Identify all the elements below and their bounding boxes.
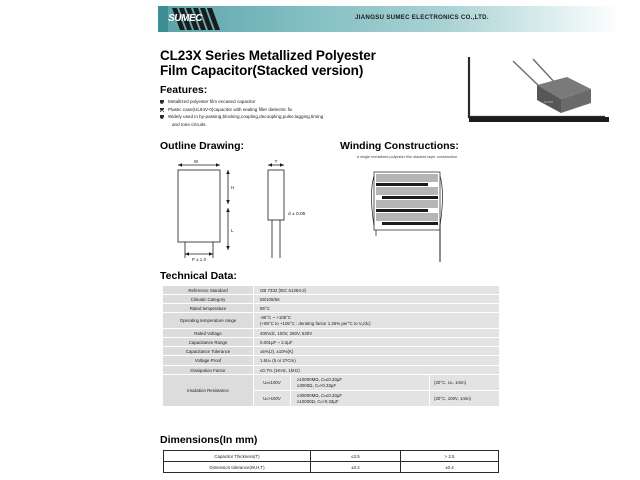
list-item	[160, 114, 460, 121]
row-value: ≤0.7% (1KHz, 1kHz)	[254, 366, 500, 375]
feature-text: Plastic case(UL94V-0)capacitor with sealing filler dielectric fix	[168, 106, 293, 112]
winding-construction-diagram	[340, 158, 515, 263]
row-value-line1: -55°C ~ +105°C	[260, 314, 292, 320]
dimensions-heading: Dimensions(In mm)	[160, 434, 258, 446]
row-value: GB 7332 (IEC 61384-2)	[254, 286, 500, 295]
winding-constructions-heading: Winding Constructions:	[340, 140, 459, 152]
row-value-line1: ≥10000MΩ, Cₙ≤0.33μF	[297, 376, 343, 382]
test-condition: (20°C, Uₙ, 1min)	[430, 375, 500, 391]
table-row	[163, 286, 499, 295]
list-item	[160, 107, 460, 114]
row-value: 85°C	[254, 304, 500, 313]
page-title	[160, 48, 460, 78]
check-bullet-icon	[160, 108, 164, 112]
company-name: JIANGSU SUMEC ELECTRONICS CO.,LTD.	[355, 14, 489, 21]
table-row-insulation	[163, 375, 499, 391]
row-value: 55/105/56	[254, 295, 500, 304]
row-label: Reference Standard	[163, 286, 254, 295]
table-row	[164, 462, 499, 473]
outline-label-l: L	[231, 229, 234, 234]
insulation-sub-label: Uₙ>100V	[254, 391, 291, 407]
check-bullet-icon	[160, 115, 164, 119]
outline-label-lead: d ± 0.05	[288, 212, 306, 217]
test-condition: (20°C, 100V, 1min)	[430, 391, 500, 407]
row-label: Voltage Proof	[163, 356, 254, 366]
logo-wordmark: SUMEC	[168, 13, 203, 24]
title-block	[160, 48, 460, 128]
technical-data-table	[163, 286, 499, 407]
row-value-line2: (+85°C to +105°C : derating factor 1.25% per°C to Vₒ/dc)	[260, 320, 371, 326]
technical-data-heading: Technical Data:	[160, 270, 237, 282]
row-value: 400Vdc, 100V, 250V, 630V	[254, 329, 500, 338]
svg-text:CL23X: CL23X	[544, 100, 554, 104]
features-heading: Features:	[160, 84, 208, 96]
row-label: Capacitance Tolerance	[163, 347, 254, 356]
list-item	[160, 99, 460, 106]
feature-continuation: and tone circuits.	[172, 121, 207, 127]
winding-note: a single metallized polyester film stacked layer construction	[357, 155, 458, 159]
table-row	[163, 338, 499, 347]
row-label: Rated temperature	[163, 304, 254, 313]
row-value-col2: ±0.4	[401, 462, 499, 473]
row-label: Dimension tolerance(W,H,T)	[164, 462, 311, 473]
capacitor-product-photo	[455, 55, 625, 135]
outline-drawing	[160, 158, 335, 263]
row-value-line1: ≥30000MΩ, Cₙ≤0.33μF	[297, 392, 343, 398]
row-label: Operating temperature range	[163, 313, 254, 329]
row-value: 1.6Uₙ (5 or 2?Cm)	[254, 356, 500, 366]
row-label: Climatic Category	[163, 295, 254, 304]
row-value	[254, 313, 500, 329]
row-label: Capacitor Thickness(T)	[164, 451, 311, 462]
row-value-line2: ≥3000Ω, Cₙ>0.33μF	[297, 382, 337, 388]
table-row	[163, 329, 499, 338]
table-row	[163, 313, 499, 329]
row-value-col2: > 2.5	[401, 451, 499, 462]
feature-text: Metallized polyester film encased capacitor	[168, 99, 256, 104]
feature-text: Widely used in by-passing,blocking,coupling,decoupling,pulse,lagging,timing	[168, 114, 324, 120]
page-header	[0, 0, 640, 38]
row-value: 0.001μF ~ 2.2μF	[254, 338, 500, 347]
table-row	[163, 356, 499, 366]
table-row	[163, 304, 499, 313]
features-list	[160, 99, 460, 121]
outline-label-pitch: P ± 1.0	[191, 257, 207, 262]
outline-label-w: W	[193, 159, 199, 164]
check-bullet-icon	[160, 100, 164, 104]
row-value	[291, 391, 430, 407]
table-row	[163, 295, 499, 304]
page-title-line1: CL23X Series Metallized Polyester	[160, 48, 376, 63]
row-value-line2: ≥10000Ω, Cₙ>0.33μF	[297, 398, 339, 404]
row-value: ±5%(J), ±10%(K)	[254, 347, 500, 356]
sumec-stripes-logo	[166, 8, 222, 30]
row-label: Rated Voltage	[163, 329, 254, 338]
row-label: Capacitance Range	[163, 338, 254, 347]
outline-label-t: T	[274, 159, 278, 164]
table-row	[164, 451, 499, 462]
outline-label-h: H	[231, 185, 235, 190]
outline-drawing-heading: Outline Drawing:	[160, 140, 244, 152]
row-value-col1: ±0.2	[311, 462, 401, 473]
insulation-sub-label: Uₙ≤100V	[254, 375, 291, 391]
row-label: Insulation Resistance	[163, 375, 254, 407]
row-label: Dissipation Factor	[163, 366, 254, 375]
dimensions-table	[163, 450, 499, 473]
table-row	[163, 366, 499, 375]
page-title-line2: Film Capacitor(Stacked version)	[160, 63, 364, 78]
table-row	[163, 347, 499, 356]
row-value-col1: ≤2.5	[311, 451, 401, 462]
row-value	[291, 375, 430, 391]
